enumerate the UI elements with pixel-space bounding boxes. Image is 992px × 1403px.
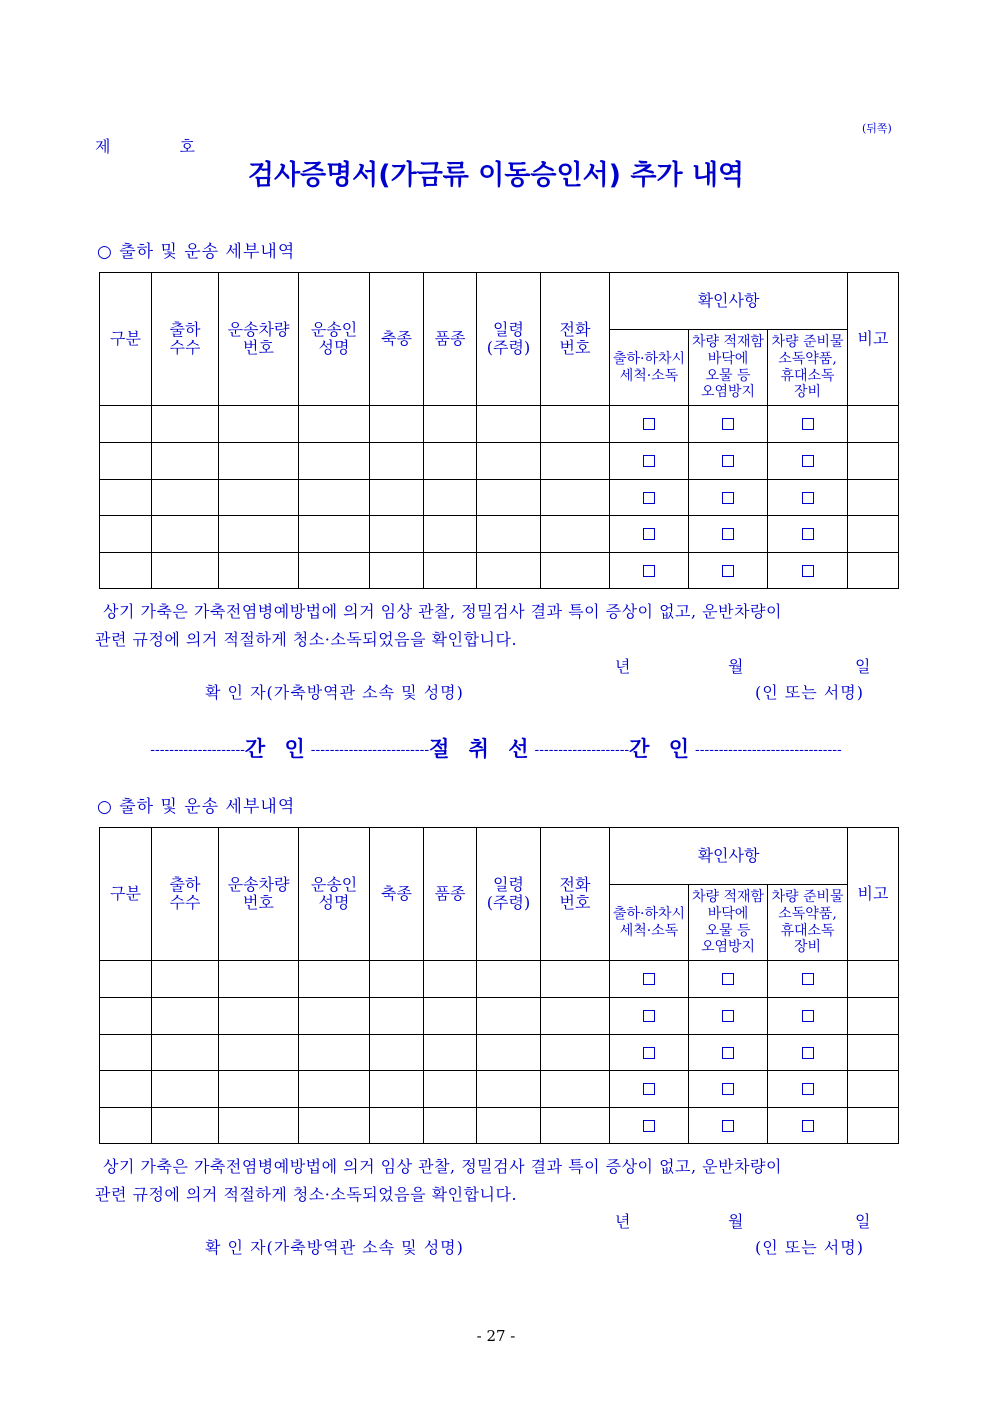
header-gubun: 구분	[100, 273, 152, 406]
checkbox-icon[interactable]	[802, 528, 814, 540]
section-heading-bottom: ○ 출하 및 운송 세부내역	[97, 797, 296, 817]
header-species: 축종	[370, 828, 424, 961]
checkbox-icon[interactable]	[643, 1010, 655, 1022]
header-driver-name: 운송인 성명	[299, 273, 370, 406]
checkbox-icon[interactable]	[722, 973, 734, 985]
header-driver-name: 운송인 성명	[299, 828, 370, 961]
header-age: 일령 (주령)	[477, 273, 541, 406]
header-note: 비고	[848, 828, 899, 961]
checkbox-icon[interactable]	[722, 1047, 734, 1059]
table-row	[100, 480, 899, 516]
table-row	[100, 553, 899, 589]
header-note: 비고	[848, 273, 899, 406]
checkbox-icon[interactable]	[722, 492, 734, 504]
confirmation-statement-bottom: 상기 가축은 가축전염병예방법에 의거 임상 관찰, 정밀검사 결과 특이 증상이 없고, 운반차량이 관련 규정에 의거 적절하게 청소·소독되었음을 확인합니다.	[95, 1157, 782, 1204]
header-phone: 전화 번호	[541, 273, 610, 406]
table-row	[100, 516, 899, 553]
seal-join-label: 간 인	[244, 737, 311, 761]
date-year-label: 년	[615, 1212, 631, 1231]
table-row	[100, 1071, 899, 1108]
header-vehicle-number: 운송차량 번호	[219, 828, 299, 961]
signer-label: 확 인 자(가축방역관 소속 및 성명)	[205, 683, 464, 702]
table-row	[100, 961, 899, 998]
checkbox-icon[interactable]	[802, 418, 814, 430]
date-day-label: 일	[855, 1212, 871, 1231]
checkbox-icon[interactable]	[643, 455, 655, 467]
header-check-disinfection: 출하·하차시 세척·소독	[610, 330, 689, 406]
header-shipment-count: 출하 수수	[152, 273, 219, 406]
date-month-label: 월	[728, 657, 744, 676]
header-gubun: 구분	[100, 828, 152, 961]
table-row	[100, 1035, 899, 1071]
checkbox-icon[interactable]	[722, 1120, 734, 1132]
checkbox-icon[interactable]	[722, 528, 734, 540]
header-shipment-count: 출하 수수	[152, 828, 219, 961]
seal-or-signature-label: (인 또는 서명)	[755, 683, 864, 702]
header-age: 일령 (주령)	[477, 828, 541, 961]
cut-here-label: 절 취 선	[429, 737, 535, 761]
header-check-equipment: 차량 준비물 소독약품, 휴대소독 장비	[768, 330, 848, 406]
date-year-label: 년	[615, 657, 631, 676]
transport-detail-table-bottom	[99, 827, 899, 1144]
checkbox-icon[interactable]	[802, 1010, 814, 1022]
checkbox-icon[interactable]	[643, 492, 655, 504]
table-row	[100, 1108, 899, 1144]
header-breed: 품종	[424, 828, 477, 961]
checkbox-icon[interactable]	[722, 418, 734, 430]
back-page-mark: (뒤쪽)	[862, 122, 892, 135]
table-row	[100, 443, 899, 480]
checkbox-icon[interactable]	[802, 565, 814, 577]
checkbox-icon[interactable]	[722, 565, 734, 577]
header-vehicle-number: 운송차량 번호	[219, 273, 299, 406]
seal-or-signature-label: (인 또는 서명)	[755, 1238, 864, 1257]
checkbox-icon[interactable]	[722, 455, 734, 467]
header-check-cargo-floor: 차량 적재함 바닥에 오물 등 오염방지	[689, 885, 768, 961]
confirmation-statement-top: 상기 가축은 가축전염병예방법에 의거 임상 관찰, 정밀검사 결과 특이 증상이 없고, 운반차량이 관련 규정에 의거 적절하게 청소·소독되었음을 확인합니다.	[95, 602, 782, 649]
header-breed: 품종	[424, 273, 477, 406]
checkbox-icon[interactable]	[722, 1010, 734, 1022]
header-species: 축종	[370, 273, 424, 406]
date-day-label: 일	[855, 657, 871, 676]
table-row	[100, 406, 899, 443]
header-check-equipment: 차량 준비물 소독약품, 휴대소독 장비	[768, 885, 848, 961]
checkbox-icon[interactable]	[802, 455, 814, 467]
header-check-group: 확인사항	[610, 828, 848, 885]
date-month-label: 월	[728, 1212, 744, 1231]
checkbox-icon[interactable]	[643, 1120, 655, 1132]
section-heading-top: ○ 출하 및 운송 세부내역	[97, 242, 296, 262]
checkbox-icon[interactable]	[643, 973, 655, 985]
page-number: - 27 -	[476, 1327, 516, 1345]
checkbox-icon[interactable]	[643, 565, 655, 577]
checkbox-icon[interactable]	[802, 973, 814, 985]
transport-detail-table-top	[99, 272, 899, 589]
header-check-group: 확인사항	[610, 273, 848, 330]
checkbox-icon[interactable]	[802, 1083, 814, 1095]
checkbox-icon[interactable]	[643, 528, 655, 540]
header-check-cargo-floor: 차량 적재함 바닥에 오물 등 오염방지	[689, 330, 768, 406]
page-title: 검사증명서(가금류 이동승인서) 추가 내역	[247, 160, 745, 191]
checkbox-icon[interactable]	[722, 1083, 734, 1095]
checkbox-icon[interactable]	[643, 1083, 655, 1095]
header-phone: 전화 번호	[541, 828, 610, 961]
checkbox-icon[interactable]	[802, 1047, 814, 1059]
checkbox-icon[interactable]	[643, 418, 655, 430]
document-number-label: 제 호	[95, 137, 197, 156]
checkbox-icon[interactable]	[802, 1120, 814, 1132]
header-check-disinfection: 출하·하차시 세척·소독	[610, 885, 689, 961]
checkbox-icon[interactable]	[802, 492, 814, 504]
signer-label: 확 인 자(가축방역관 소속 및 성명)	[205, 1238, 464, 1257]
cut-line: --------------------간 인-------------------------절 취 선--------------------간 인-------------------------------	[150, 737, 842, 761]
checkbox-icon[interactable]	[643, 1047, 655, 1059]
table-row	[100, 998, 899, 1035]
seal-join-label: 간 인	[629, 737, 696, 761]
